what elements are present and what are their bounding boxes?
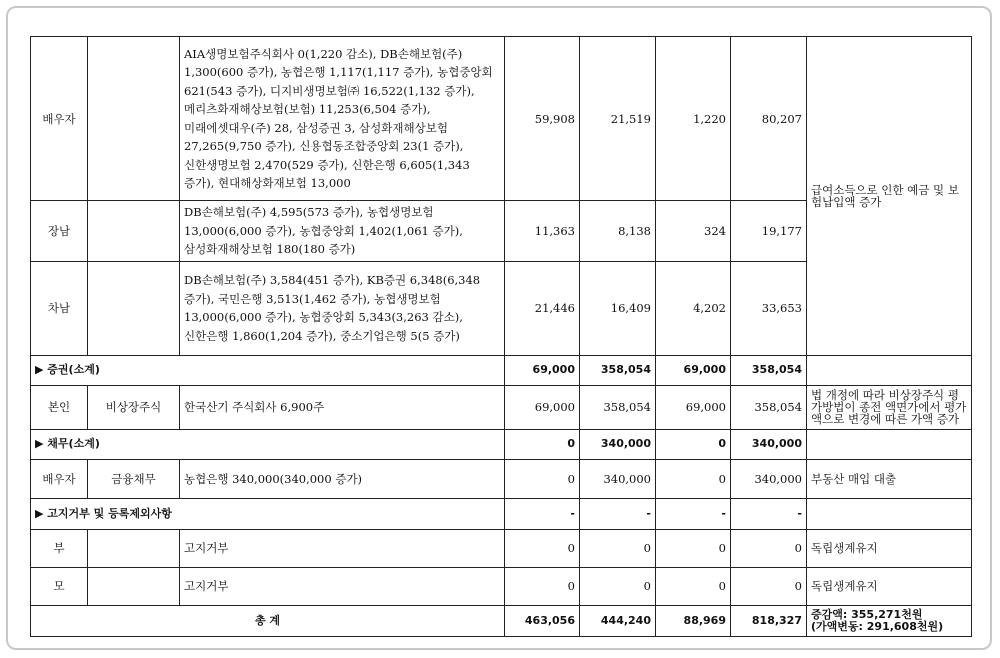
value-cell: 340,000 xyxy=(731,459,807,498)
subtotal-label: ▶ 고지거부 및 등록제외사항 xyxy=(31,498,505,529)
value-cell: 340,000 xyxy=(731,429,807,459)
asset-table xyxy=(30,36,972,637)
table-row xyxy=(31,567,972,605)
value-cell: 59,908 xyxy=(505,37,580,201)
subtotal-label: ▶ 증권(소계) xyxy=(31,355,505,385)
kind-cell xyxy=(88,261,180,355)
value-cell: 444,240 xyxy=(580,605,656,636)
description-cell: AIA생명보험주식회사 0(1,220 감소), DB손해보험(주) 1,300(600 증가), 농협은행 1,117(1,117 증가), 농협중앙회 621(543 증가), 디지비생명보험㈜ 16,522(1,132 증가), 메리츠화재해상보험(보험) 11,253(6,504 증가), 미래에셋대우(주) 28, 삼성증권 3, 삼성화재해상보험 27,265(9,750 증가), 신용협동조합중앙회 23(1 증가), 신한생명보험 2,470(529 증가), 신한은행 6,605(1,343 증가), 현대해상화재보험 13,000 xyxy=(180,37,505,201)
kind-cell: 금융채무 xyxy=(88,459,180,498)
subtotal-row xyxy=(31,498,972,529)
value-cell: 0 xyxy=(731,529,807,567)
value-cell: 21,446 xyxy=(505,261,580,355)
value-cell: 358,054 xyxy=(580,355,656,385)
relation-cell: 부 xyxy=(31,529,88,567)
value-cell: 69,000 xyxy=(656,355,731,385)
note-cell xyxy=(807,355,972,385)
value-cell: 358,054 xyxy=(731,385,807,429)
value-cell: - xyxy=(505,498,580,529)
value-cell: 358,054 xyxy=(580,385,656,429)
note-cell xyxy=(807,498,972,529)
relation-cell: 배우자 xyxy=(31,459,88,498)
value-cell: 11,363 xyxy=(505,201,580,262)
subtotal-row xyxy=(31,429,972,459)
value-cell: 1,220 xyxy=(656,37,731,201)
description-cell: 한국산기 주식회사 6,900주 xyxy=(180,385,505,429)
value-cell: 340,000 xyxy=(580,459,656,498)
value-cell: 80,207 xyxy=(731,37,807,201)
table-row xyxy=(31,37,972,201)
description-cell: DB손해보험(주) 3,584(451 증가), KB증권 6,348(6,348 증가), 국민은행 3,513(1,462 증가), 농협생명보험 13,000(6,000 증가), 농협중앙회 5,343(3,263 감소), 신한은행 1,860(1,204 증가), 중소기업은행 5(5 증가) xyxy=(180,261,505,355)
value-cell: 0 xyxy=(505,529,580,567)
value-cell: 19,177 xyxy=(731,201,807,262)
value-cell: 358,054 xyxy=(731,355,807,385)
relation-cell: 모 xyxy=(31,567,88,605)
table-row xyxy=(31,385,972,429)
description-cell: 고지거부 xyxy=(180,567,505,605)
kind-cell xyxy=(88,567,180,605)
value-cell: 16,409 xyxy=(580,261,656,355)
note-cell xyxy=(807,429,972,459)
value-cell: 21,519 xyxy=(580,37,656,201)
value-cell: 0 xyxy=(580,567,656,605)
total-label: 총 계 xyxy=(31,605,505,636)
value-cell: 0 xyxy=(505,459,580,498)
value-cell: 0 xyxy=(731,567,807,605)
value-cell: 0 xyxy=(580,529,656,567)
value-cell: 0 xyxy=(505,429,580,459)
table-row xyxy=(31,459,972,498)
description-cell: 고지거부 xyxy=(180,529,505,567)
value-cell: 88,969 xyxy=(656,605,731,636)
value-cell: 8,138 xyxy=(580,201,656,262)
kind-cell xyxy=(88,529,180,567)
value-cell: 0 xyxy=(656,529,731,567)
change-reason-cell: 독립생계유지 xyxy=(807,529,972,567)
relation-cell: 차남 xyxy=(31,261,88,355)
value-cell: 463,056 xyxy=(505,605,580,636)
change-reason-cell: 독립생계유지 xyxy=(807,567,972,605)
value-cell: 0 xyxy=(656,567,731,605)
change-reason-cell: 급여소득으로 인한 예금 및 보험납입액 증가 xyxy=(807,37,972,356)
value-cell: - xyxy=(656,498,731,529)
total-change-cell xyxy=(807,605,972,636)
value-cell: 4,202 xyxy=(656,261,731,355)
value-cell: 33,653 xyxy=(731,261,807,355)
value-cell: - xyxy=(731,498,807,529)
subtotal-row xyxy=(31,355,972,385)
kind-cell xyxy=(88,201,180,262)
subtotal-label: ▶ 채무(소계) xyxy=(31,429,505,459)
description-cell: DB손해보험(주) 4,595(573 증가), 농협생명보험 13,000(6,000 증가), 농협중앙회 1,402(1,061 증가), 삼성화재해상보험 180(180 증가) xyxy=(180,201,505,262)
value-change-amount: (가액변동: 291,608천원) xyxy=(811,619,944,633)
value-cell: 0 xyxy=(505,567,580,605)
change-reason-cell: 법 개정에 따라 비상장주식 평가방법이 종전 액면가에서 평가액으로 변경에 따른 가액 증가 xyxy=(807,385,972,429)
value-cell: 69,000 xyxy=(505,355,580,385)
change-amount: 증감액: 355,271천원 xyxy=(811,607,923,621)
relation-cell: 장남 xyxy=(31,201,88,262)
kind-cell: 비상장주식 xyxy=(88,385,180,429)
table-row xyxy=(31,529,972,567)
value-cell: 0 xyxy=(656,429,731,459)
relation-cell: 배우자 xyxy=(31,37,88,201)
value-cell: 340,000 xyxy=(580,429,656,459)
kind-cell xyxy=(88,37,180,201)
value-cell: 0 xyxy=(656,459,731,498)
value-cell: 324 xyxy=(656,201,731,262)
value-cell: 818,327 xyxy=(731,605,807,636)
value-cell: 69,000 xyxy=(656,385,731,429)
value-cell: - xyxy=(580,498,656,529)
total-row xyxy=(31,605,972,636)
description-cell: 농협은행 340,000(340,000 증가) xyxy=(180,459,505,498)
value-cell: 69,000 xyxy=(505,385,580,429)
change-reason-cell: 부동산 매입 대출 xyxy=(807,459,972,498)
relation-cell: 본인 xyxy=(31,385,88,429)
